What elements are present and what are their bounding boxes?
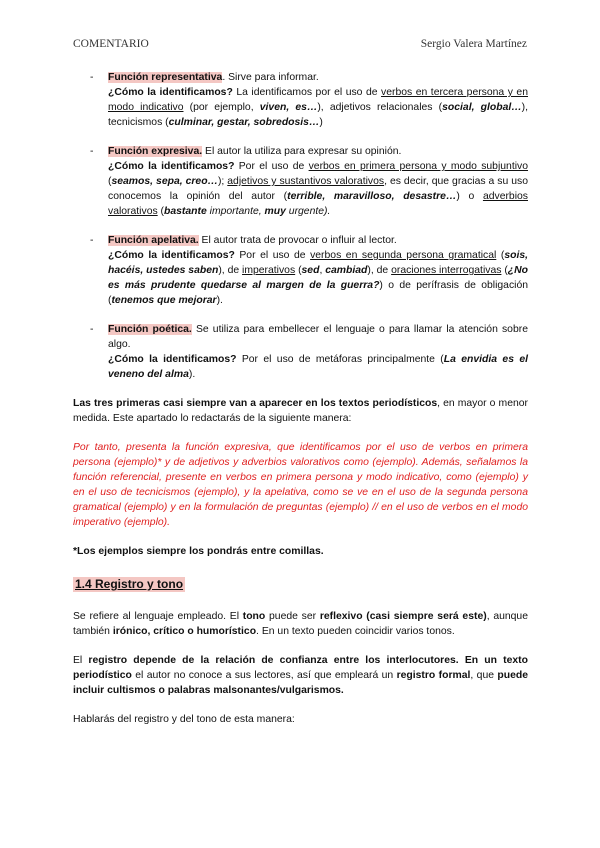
section-heading: [73, 577, 528, 593]
bullet-title: Función representativa: [108, 72, 223, 83]
bullet-title: Función poética.: [108, 324, 192, 335]
question: ¿Cómo la identificamos?: [108, 87, 233, 98]
paragraph-closing: Hablarás del registro y del tono de esta manera:: [73, 714, 295, 725]
bullet-title: Función apelativa.: [108, 235, 199, 246]
header-right: Sergio Valera Martínez: [420, 38, 527, 50]
bullet-title: Función expresiva.: [108, 146, 203, 157]
question: ¿Cómo la identificamos?: [108, 250, 235, 261]
bullet-representativa: - Función representativa. Sirve para informar. ¿Cómo la identificamos? La identificamos por el uso de verbos en tercera persona y en modo indicativo (por ejemplo, viven, es…), adjetivos relacionales (social, global…), tecnicismos (culminar, gestar, sobredosis…): [90, 72, 528, 128]
paragraph-intro: Las tres primeras casi siempre van a aparecer en los textos periodísticos, en mayor o menor medida. Este apartado lo redactarás de la siguiente manera:: [73, 398, 528, 424]
bullet-poetica: - Función poética. Se utiliza para embellecer el lenguaje o para llamar la atención sobre algo. ¿Cómo la identificamos? Por el uso de metáforas principalmente (La envidia es el veneno del alma).: [90, 324, 528, 380]
bullet-apelativa: - Función apelativa. El autor trata de provocar o influir al lector. ¿Cómo la identificamos? Por el uso de verbos en segunda persona gramatical (sois, hacéis, ustedes saben), de imperativos (sed, cambiad), de oraciones interrogativas (¿No es más prudente quedarse al margen de la guerra?) o de perífrasis de obligación (tenemos que mejorar).: [90, 235, 529, 306]
page-header: [73, 38, 527, 50]
header-left: COMENTARIO: [73, 38, 149, 50]
content: [73, 70, 528, 741]
paragraph-example-red: Por tanto, presenta la función expresiva, que identificamos por el uso de verbos en primera persona (ejemplo)* y de adjetivos y adverbios valorativos como (ejemplo). Además, señalamos la función referencial, presente en verbos en primera persona y modo indicativo, como (ejemplo) y en el uso de tecnicismos (ejemplo), y la apelativa, como se ve en el uso de la segunda persona gramatical (ejemplo) y en la formulación de preguntas (ejemplo) // en el uso de verbos en el modo imperativo (ejemplo).: [73, 442, 528, 528]
paragraph-registro: El registro depende de la relación de confianza entre los interlocutores. En un texto periodístico el autor no conoce a sus lectores, así que empleará un registro formal, que puede incluir cultismos o palabras malsonantes/vulgarismos.: [73, 655, 528, 696]
paragraph-tono: Se refiere al lenguaje empleado. El tono puede ser reflexivo (casi siempre será este), aunque también irónico, crítico o humorístico. En un texto pueden coincidir varios tonos.: [73, 611, 528, 637]
question: ¿Cómo la identificamos?: [108, 354, 237, 365]
section-title: 1.4 Registro y tono: [75, 577, 184, 591]
note: *Los ejemplos siempre los pondrás entre comillas.: [73, 546, 324, 557]
question: ¿Cómo la identificamos?: [108, 161, 235, 172]
bullet-expresiva: - Función expresiva. El autor la utiliza para expresar su opinión. ¿Cómo la identificamos? Por el uso de verbos en primera persona y modo subjuntivo (seamos, sepa, creo…); adjetivos y sustantivos valorativos, es decir, que gracias a su uso conocemos la opinión del autor (terrible, maravilloso, desastre…) o adverbios valorativos (bastante importante, muy urgente).: [90, 146, 529, 217]
